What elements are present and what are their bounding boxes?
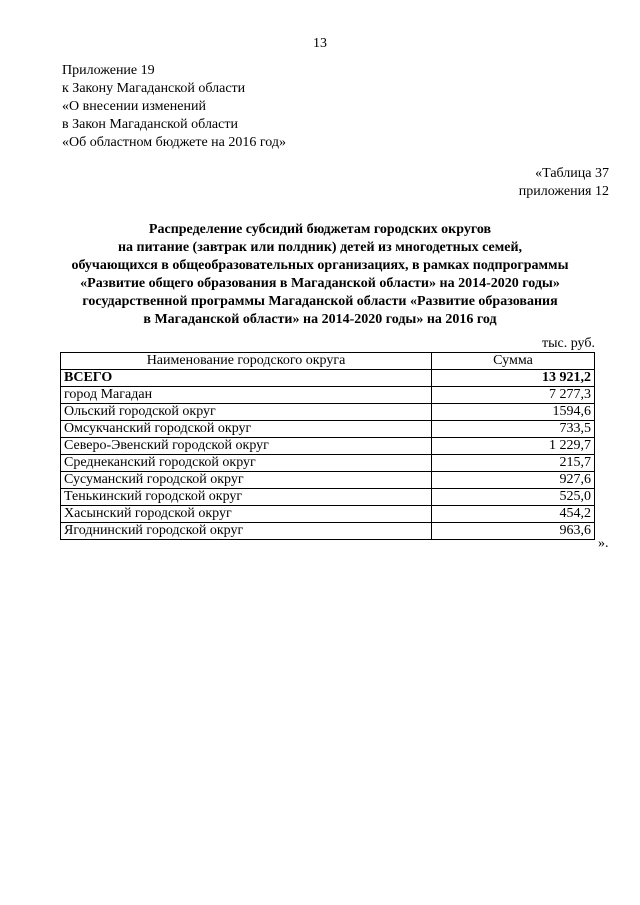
district-name: Сусуманский городской округ [61,472,432,489]
district-name: Среднеканский городской округ [61,455,432,472]
appendix-header [62,62,286,152]
closing-quote-mark: ». [598,536,609,551]
table-row-total [61,370,595,387]
title-line: в Магаданской области» на 2014-2020 годы» на 2016 год [143,312,497,327]
district-value: 215,7 [432,455,595,472]
table-row [61,472,595,489]
district-value: 1594,6 [432,404,595,421]
district-name: Омсукчанский городской округ [61,421,432,438]
district-name: Тенькинский городской округ [61,489,432,506]
district-value: 1 229,7 [432,438,595,455]
district-value: 963,6 [432,523,595,540]
table-row [61,506,595,523]
page-number: 13 [313,36,327,51]
column-header-name: Наименование городского округа [61,353,432,370]
district-name: Ягоднинский городской округ [61,523,432,540]
column-header-sum: Сумма [432,353,595,370]
total-label: ВСЕГО [61,370,432,387]
title-line: на питание (завтрак или полдник) детей из многодетных семей, [117,240,523,255]
district-value: 733,5 [432,421,595,438]
units-label: тыс. руб. [542,336,595,351]
table-row [61,404,595,421]
table-header-row [61,353,595,370]
table-reference-line: приложения 12 [518,184,609,199]
table-row [61,421,595,438]
table-row [61,455,595,472]
appendix-line: «Об областном бюджете на 2016 год» [62,135,286,150]
appendix-line: Приложение 19 [62,63,155,78]
table-row [61,438,595,455]
table-reference-line: «Таблица 37 [535,166,609,181]
subsidy-distribution-table [60,352,595,540]
document-title [40,221,600,329]
district-name: город Магадан [61,387,432,404]
title-line: Распределение субсидий бюджетам городских округов [148,222,492,237]
district-value: 454,2 [432,506,595,523]
title-line: обучающихся в общеобразовательных организациях, в рамках подпрограммы [71,258,569,273]
appendix-line: «О внесении изменений [62,99,206,114]
title-line: государственной программы Магаданской области «Развитие образования [82,294,558,309]
title-line: «Развитие общего образования в Магаданской области» на 2014-2020 годы» [80,276,560,291]
table-reference [519,165,609,201]
appendix-line: в Закон Магаданской области [62,117,238,132]
total-value: 13 921,2 [432,370,595,387]
district-name: Северо-Эвенский городской округ [61,438,432,455]
district-value: 7 277,3 [432,387,595,404]
appendix-line: к Закону Магаданской области [62,81,246,96]
table-row [61,387,595,404]
district-value: 927,6 [432,472,595,489]
district-name: Ольский городской округ [61,404,432,421]
district-name: Хасынский городской округ [61,506,432,523]
table-row [61,523,595,540]
table-row [61,489,595,506]
district-value: 525,0 [432,489,595,506]
